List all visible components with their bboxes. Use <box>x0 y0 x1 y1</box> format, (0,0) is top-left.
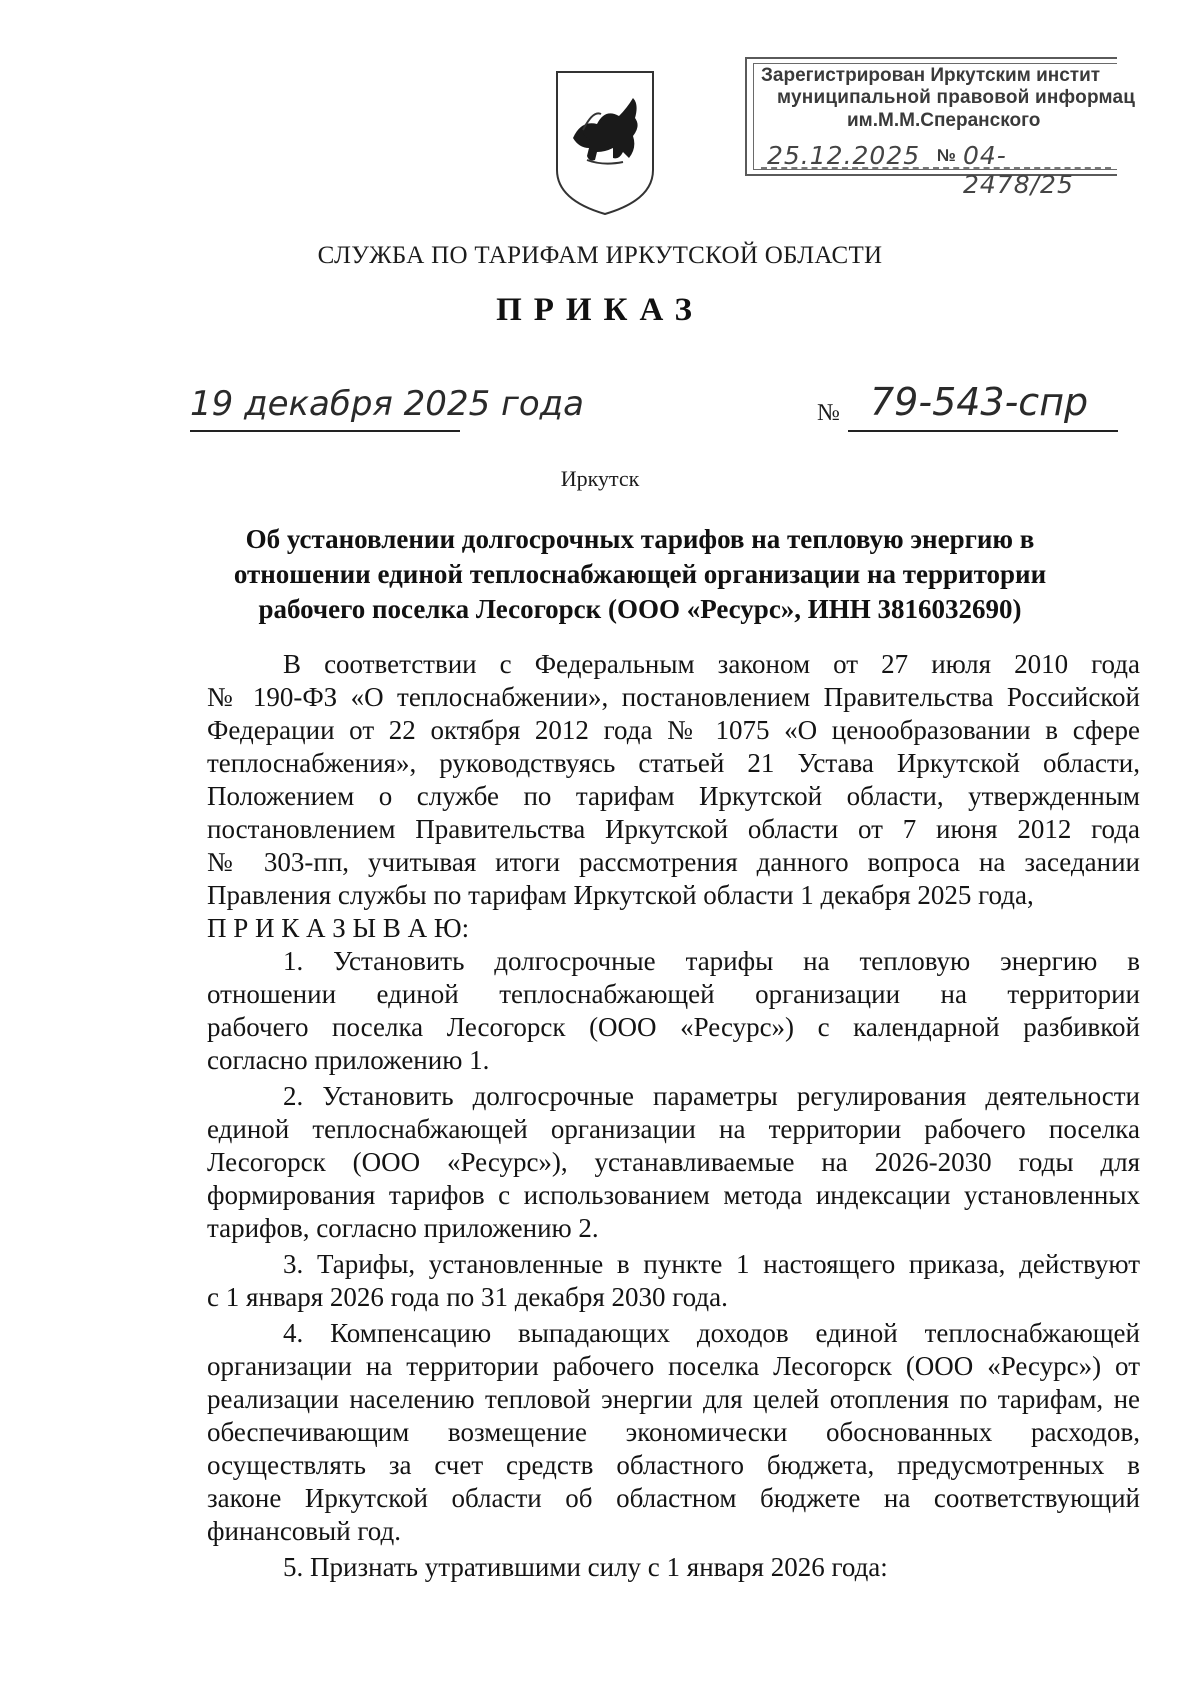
body-line: отношении единой теплоснабжающей организации на территории <box>207 979 1140 1009</box>
body-line: Правления службы по тарифам Иркутской области 1 декабря 2025 года, <box>207 880 1034 910</box>
document-number: 79-543-спр <box>870 380 1089 424</box>
registration-stamp <box>745 57 1136 199</box>
document-type: ПРИКАЗ <box>496 292 704 328</box>
body-line: Положением о службе по тарифам Иркутской области, утвержденным <box>207 781 1140 811</box>
body-line: осуществлять за счет средств областного бюджета, предусмотренных в <box>207 1450 1140 1480</box>
body-line: 4. Компенсацию выпадающих доходов единой теплоснабжающей <box>283 1318 1140 1348</box>
stamp-underline <box>761 167 1111 169</box>
date-underline <box>190 430 460 432</box>
stamp-number-label: № <box>937 146 956 165</box>
body-line: организации на территории рабочего поселка Лесогорск (ООО «Ресурс») от <box>207 1351 1140 1381</box>
body-line: Лесогорск (ООО «Ресурс»), устанавливаемые на 2026-2030 годы для <box>207 1147 1140 1177</box>
stamp-line-2: муниципальной правовой информац <box>777 87 1136 108</box>
body-line: теплоснабжения», руководствуясь статьей 21 Устава Иркутской области, <box>207 748 1140 778</box>
body-line: 1. Установить долгосрочные тарифы на тепловую энергию в <box>283 946 1140 976</box>
body-line: единой теплоснабжающей организации на территории рабочего поселка <box>207 1114 1140 1144</box>
body-line: рабочего поселка Лесогорск (ООО «Ресурс») с календарной разбивкой <box>207 1012 1140 1042</box>
body-line: законе Иркутской области об областном бюджете на соответствующий <box>207 1483 1140 1513</box>
body-line: обеспечивающим возмещение экономически обоснованных расходов, <box>207 1417 1140 1447</box>
body-line: 5. Признать утратившими силу с 1 января 2026 года: <box>283 1552 888 1582</box>
stamp-line-1: Зарегистрирован Иркутским инстит <box>761 65 1101 86</box>
order-word: П Р И К А З Ы В А Ю: <box>207 913 470 943</box>
stamp-number: 04-2478/25 <box>963 141 1074 199</box>
number-underline <box>848 430 1118 432</box>
number-label: № <box>817 400 840 426</box>
body-line: № 303-пп, учитывая итоги рассмотрения данного вопроса на заседании <box>207 847 1140 877</box>
body-line: Федерации от 22 октября 2012 года № 1075 «О ценообразовании в сфере <box>207 715 1140 745</box>
organization-name: СЛУЖБА ПО ТАРИФАМ ИРКУТСКОЙ ОБЛАСТИ <box>317 242 883 269</box>
body-line: постановлением Правительства Иркутской области от 7 июня 2012 года <box>207 814 1140 844</box>
body-line: с 1 января 2026 года по 31 декабря 2030 года. <box>207 1282 728 1312</box>
body-line: финансовый год. <box>207 1516 402 1546</box>
body-line: согласно приложению 1. <box>207 1045 490 1075</box>
body-line: В соответствии с Федеральным законом от 27 июля 2010 года <box>283 649 1140 679</box>
body-line: № 190-ФЗ «О теплоснабжении», постановлением Правительства Российской <box>207 682 1140 712</box>
city-name: Иркутск <box>560 466 640 491</box>
body-line: реализации населению тепловой энергии для целей отопления по тарифам, не <box>207 1384 1140 1414</box>
body-line: 2. Установить долгосрочные параметры регулирования деятельности <box>283 1081 1140 1111</box>
body-line: 3. Тарифы, установленные в пункте 1 настоящего приказа, действуют <box>283 1249 1140 1279</box>
body-line: тарифов, согласно приложению 2. <box>207 1213 599 1243</box>
coat-of-arms-emblem <box>553 68 657 218</box>
stamp-line-3: им.М.М.Сперанского <box>847 110 1041 131</box>
stamp-date: 25.12.2025 <box>767 141 921 170</box>
document-date: 19 декабря 2025 года <box>190 384 585 424</box>
document-title: Об установлении долгосрочных тарифов на тепловую энергию в отношении единой теплоснабжающей организации на территории рабочего поселка Лесогорск (ООО «Ресурс», ИНН 3816032690) <box>233 524 1047 624</box>
body-line: формирования тарифов с использованием метода индексации установленных <box>207 1180 1140 1210</box>
